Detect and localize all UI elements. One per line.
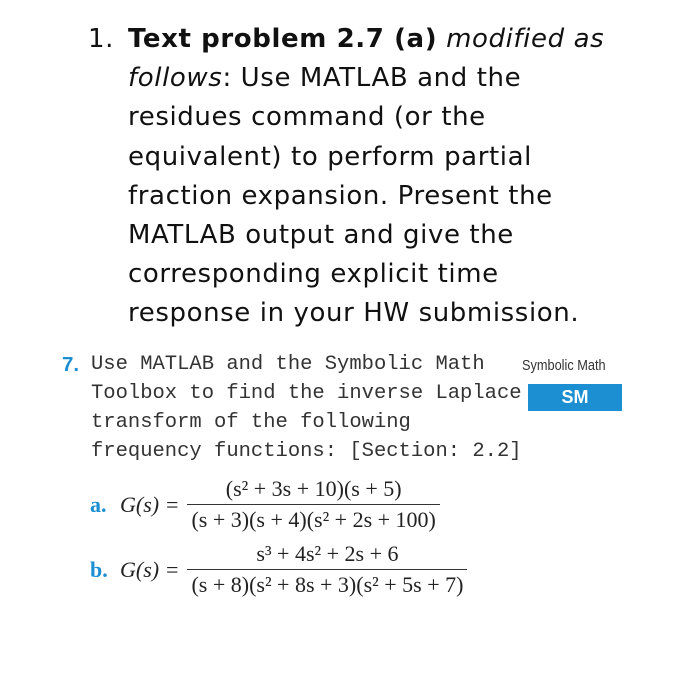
sm-badge: SM — [528, 384, 622, 411]
textbook-problem-text: Use MATLAB and the Symbolic Math Toolbox to find the inverse Laplace transform of the following frequency functions: [Section: 2.2] — [91, 353, 522, 463]
problem-modifier: modified as follows — [128, 24, 605, 94]
problem-number: 1. — [88, 24, 115, 54]
denominator: (s + 3)(s + 4)(s² + 2s + 100) — [187, 504, 439, 533]
numerator: (s² + 3s + 10)(s + 5) — [225, 476, 402, 501]
fraction — [187, 476, 439, 533]
equation-label: b. — [90, 556, 108, 582]
equation-lhs: G(s) = — [120, 556, 180, 582]
fraction — [187, 541, 467, 598]
problem-instructions: : Use MATLAB and the residues command (or the equivalent) to perform partial fraction expansion. Present the MATLAB output and give the corresponding explicit time response in your HW submission. — [128, 63, 580, 329]
equation-label: a. — [90, 491, 107, 517]
numerator: s³ + 4s² + 2s + 6 — [256, 541, 399, 566]
homework-problem — [88, 20, 688, 334]
symbolic-math-label: Symbolic Math — [522, 357, 606, 374]
equation-a — [90, 476, 440, 533]
problem-text — [128, 20, 608, 334]
equation-b — [90, 541, 467, 598]
equation-lhs: G(s) = — [120, 491, 180, 517]
denominator: (s + 8)(s² + 8s + 3)(s² + 5s + 7) — [187, 569, 467, 598]
problem-title: Text problem 2.7 (a) — [128, 24, 438, 54]
textbook-problem-number: 7. — [62, 353, 80, 376]
